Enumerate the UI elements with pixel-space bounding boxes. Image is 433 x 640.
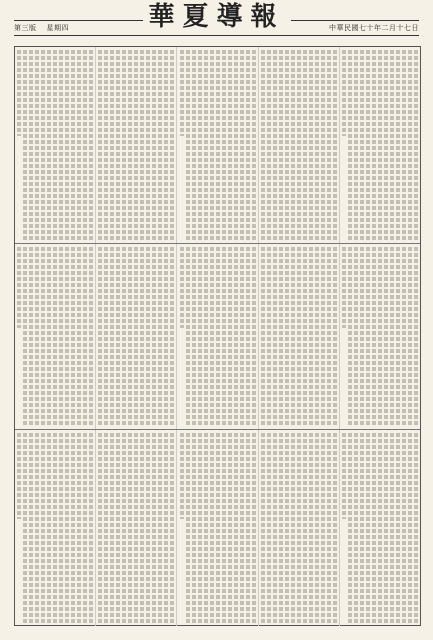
text-column	[15, 47, 95, 243]
text-line	[140, 247, 144, 427]
text-line	[402, 247, 406, 427]
text-line	[228, 247, 232, 427]
text-line	[41, 433, 45, 623]
text-line	[342, 247, 346, 328]
text-line	[110, 50, 114, 240]
text-line	[47, 433, 51, 623]
text-line	[89, 247, 93, 427]
text-line	[134, 50, 138, 240]
text-line	[158, 247, 162, 427]
text-line	[77, 247, 81, 427]
text-line	[128, 433, 132, 623]
text-line	[65, 433, 69, 623]
text-line	[198, 247, 202, 427]
text-line	[384, 50, 388, 240]
date-line: 中華民國七十年二月十七日	[329, 24, 419, 32]
text-line	[216, 50, 220, 240]
text-line	[17, 247, 21, 328]
text-line	[216, 433, 220, 623]
text-column	[258, 430, 339, 626]
text-line	[246, 247, 250, 427]
text-line	[180, 50, 184, 136]
text-line	[252, 433, 256, 623]
text-line	[128, 50, 132, 240]
text-line	[152, 50, 156, 240]
text-line	[333, 50, 337, 240]
text-column	[15, 430, 95, 626]
text-line	[222, 433, 226, 623]
text-line	[246, 433, 250, 623]
text-line	[327, 247, 331, 427]
text-line	[164, 433, 168, 623]
masthead-title: 華夏導報	[142, 2, 290, 32]
text-line	[210, 433, 214, 623]
text-line	[104, 247, 108, 427]
text-line	[180, 247, 184, 328]
text-line	[98, 247, 102, 427]
text-line	[170, 50, 174, 240]
text-line	[210, 50, 214, 240]
text-line	[116, 247, 120, 427]
text-line	[53, 247, 57, 427]
text-line	[366, 247, 370, 427]
text-line	[134, 433, 138, 623]
text-column	[95, 430, 176, 626]
text-line	[252, 247, 256, 427]
text-line	[240, 247, 244, 427]
text-line	[98, 433, 102, 623]
text-column	[176, 430, 257, 626]
text-line	[348, 247, 352, 427]
text-line	[140, 433, 144, 623]
text-line	[267, 433, 271, 623]
text-line	[315, 433, 319, 623]
text-line	[158, 433, 162, 623]
text-line	[402, 50, 406, 240]
text-line	[53, 50, 57, 240]
text-line	[273, 50, 277, 240]
top-band	[15, 47, 420, 243]
text-line	[291, 247, 295, 427]
text-line	[396, 433, 400, 623]
text-line	[378, 433, 382, 623]
text-line	[77, 433, 81, 623]
text-line	[29, 50, 33, 240]
text-line	[186, 247, 190, 427]
text-line	[291, 433, 295, 623]
text-line	[116, 433, 120, 623]
text-line	[360, 433, 364, 623]
text-line	[309, 50, 313, 240]
text-line	[17, 433, 21, 519]
text-line	[384, 247, 388, 427]
text-line	[408, 247, 412, 427]
text-column	[258, 244, 339, 430]
text-line	[222, 50, 226, 240]
text-column	[176, 47, 257, 243]
middle-band	[15, 243, 420, 430]
text-line	[192, 433, 196, 623]
text-line	[23, 247, 27, 427]
text-column	[95, 47, 176, 243]
text-line	[273, 433, 277, 623]
text-line	[65, 50, 69, 240]
text-line	[372, 247, 376, 427]
text-line	[285, 247, 289, 427]
page-label: 第三版	[14, 24, 37, 32]
text-line	[89, 433, 93, 623]
text-line	[47, 247, 51, 427]
text-line	[29, 433, 33, 623]
text-line	[59, 433, 63, 623]
text-line	[104, 50, 108, 240]
text-line	[408, 50, 412, 240]
text-line	[228, 433, 232, 623]
text-line	[228, 50, 232, 240]
text-line	[285, 433, 289, 623]
text-line	[285, 50, 289, 240]
text-line	[303, 433, 307, 623]
text-line	[216, 247, 220, 427]
text-line	[315, 247, 319, 427]
text-line	[186, 433, 190, 623]
text-line	[279, 433, 283, 623]
text-line	[35, 247, 39, 427]
text-line	[204, 50, 208, 240]
text-line	[354, 50, 358, 240]
text-line	[59, 247, 63, 427]
text-line	[378, 50, 382, 240]
newspaper-page	[14, 46, 421, 626]
text-line	[384, 433, 388, 623]
text-line	[342, 433, 346, 519]
text-column	[339, 47, 420, 243]
text-line	[354, 433, 358, 623]
text-line	[321, 50, 325, 240]
text-line	[192, 50, 196, 240]
text-line	[261, 433, 265, 623]
text-line	[83, 247, 87, 427]
text-line	[158, 50, 162, 240]
text-line	[53, 433, 57, 623]
text-line	[83, 50, 87, 240]
text-line	[71, 50, 75, 240]
text-line	[128, 247, 132, 427]
text-line	[204, 433, 208, 623]
text-line	[402, 433, 406, 623]
text-line	[146, 247, 150, 427]
text-line	[309, 247, 313, 427]
text-line	[297, 433, 301, 623]
bottom-band	[15, 429, 420, 626]
text-line	[198, 433, 202, 623]
text-line	[396, 50, 400, 240]
text-line	[303, 247, 307, 427]
text-line	[240, 433, 244, 623]
text-line	[303, 50, 307, 240]
text-line	[354, 247, 358, 427]
text-line	[122, 50, 126, 240]
text-line	[267, 247, 271, 427]
text-line	[408, 433, 412, 623]
text-line	[152, 247, 156, 427]
text-line	[333, 247, 337, 427]
text-line	[273, 247, 277, 427]
text-line	[170, 247, 174, 427]
text-line	[122, 247, 126, 427]
text-line	[366, 50, 370, 240]
text-line	[35, 50, 39, 240]
text-line	[198, 50, 202, 240]
text-line	[240, 50, 244, 240]
text-line	[186, 50, 190, 240]
text-line	[246, 50, 250, 240]
text-line	[164, 50, 168, 240]
text-line	[327, 50, 331, 240]
text-line	[378, 247, 382, 427]
text-line	[17, 50, 21, 136]
text-column	[15, 244, 95, 430]
text-line	[252, 50, 256, 240]
text-line	[180, 433, 184, 519]
text-line	[279, 50, 283, 240]
text-line	[360, 50, 364, 240]
text-line	[47, 50, 51, 240]
text-line	[59, 50, 63, 240]
text-line	[234, 50, 238, 240]
text-line	[110, 433, 114, 623]
text-line	[342, 50, 346, 136]
text-line	[134, 247, 138, 427]
text-line	[267, 50, 271, 240]
issue-day: 星期四	[46, 24, 69, 32]
text-line	[309, 433, 313, 623]
text-line	[390, 247, 394, 427]
text-line	[23, 433, 27, 623]
text-line	[23, 50, 27, 240]
text-line	[279, 247, 283, 427]
text-line	[83, 433, 87, 623]
text-line	[321, 247, 325, 427]
text-line	[234, 247, 238, 427]
text-line	[234, 433, 238, 623]
text-line	[261, 50, 265, 240]
text-line	[390, 433, 394, 623]
text-line	[98, 50, 102, 240]
text-column	[258, 47, 339, 243]
text-line	[321, 433, 325, 623]
text-line	[146, 50, 150, 240]
text-line	[77, 50, 81, 240]
text-line	[414, 433, 418, 623]
text-line	[366, 433, 370, 623]
text-line	[71, 247, 75, 427]
text-line	[41, 50, 45, 240]
text-line	[210, 247, 214, 427]
text-line	[315, 50, 319, 240]
text-line	[204, 247, 208, 427]
text-line	[291, 50, 295, 240]
text-line	[164, 247, 168, 427]
text-line	[360, 247, 364, 427]
text-line	[29, 247, 33, 427]
text-line	[414, 50, 418, 240]
text-line	[116, 50, 120, 240]
text-line	[122, 433, 126, 623]
text-line	[170, 433, 174, 623]
text-line	[35, 433, 39, 623]
text-line	[41, 247, 45, 427]
text-column	[95, 244, 176, 430]
text-column	[176, 244, 257, 430]
text-line	[297, 247, 301, 427]
text-line	[146, 433, 150, 623]
text-line	[396, 247, 400, 427]
text-line	[327, 433, 331, 623]
text-line	[110, 247, 114, 427]
text-line	[65, 247, 69, 427]
text-line	[372, 50, 376, 240]
text-line	[297, 50, 301, 240]
text-line	[140, 50, 144, 240]
text-line	[71, 433, 75, 623]
text-line	[333, 433, 337, 623]
text-line	[192, 247, 196, 427]
text-line	[104, 433, 108, 623]
text-line	[261, 247, 265, 427]
text-line	[222, 247, 226, 427]
text-line	[348, 50, 352, 240]
text-line	[372, 433, 376, 623]
text-line	[414, 247, 418, 427]
text-column	[339, 244, 420, 430]
text-column	[339, 430, 420, 626]
text-line	[390, 50, 394, 240]
text-line	[348, 433, 352, 623]
text-line	[152, 433, 156, 623]
text-line	[89, 50, 93, 240]
